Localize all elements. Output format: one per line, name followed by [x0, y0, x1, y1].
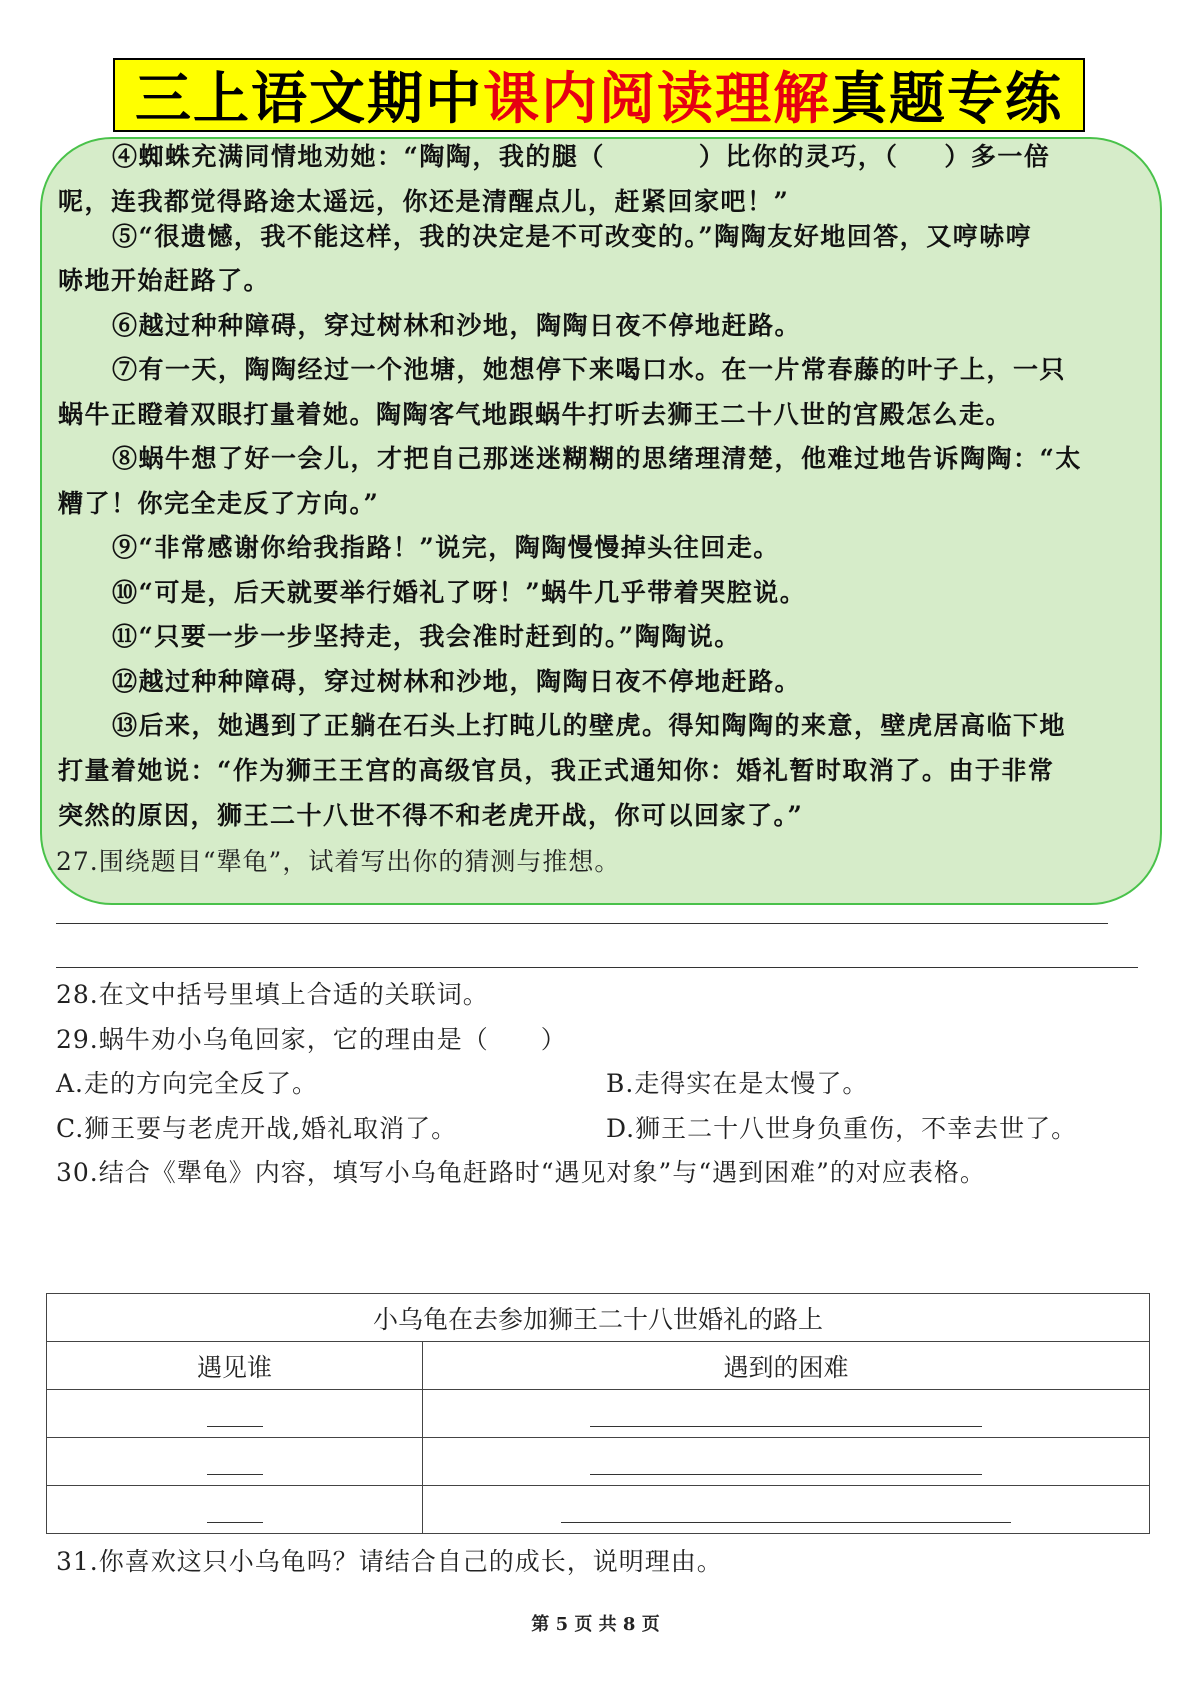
passage-p10: ⑩“可是，后天就要举行婚礼了呀！”蜗牛几乎带着哭腔说。 [112, 578, 807, 607]
q30-table-header-who: 遇见谁 [47, 1342, 423, 1390]
q27-answer-line-1[interactable] [56, 923, 1108, 924]
passage-p5-line1: ⑤“很遗憾，我不能这样，我的决定是不可改变的。”陶陶友好地回答，又哼哧哼 [112, 222, 1033, 251]
q30-difficulty-cell-3[interactable] [423, 1486, 1150, 1534]
passage-p11: ⑪“只要一步一步坚持走，我会准时赶到的。”陶陶说。 [112, 622, 741, 651]
q27-answer-line-2[interactable] [56, 967, 1138, 968]
question-31: 31.你喜欢这只小乌龟吗？请结合自己的成长，说明理由。 [56, 1547, 723, 1576]
passage-p9: ⑨“非常感谢你给我指路！”说完，陶陶慢慢掉头往回走。 [112, 533, 780, 562]
question-29: 29.蜗牛劝小乌龟回家，它的理由是（ ） [56, 1025, 567, 1054]
q30-table [46, 1293, 1150, 1534]
passage-p5-line2: 哧地开始赶路了。 [58, 266, 271, 295]
page-footer: 第 5 页 共 8 页 [531, 1614, 660, 1635]
q29-option-b[interactable]: B.走得实在是太慢了。 [606, 1069, 869, 1098]
passage-p8-line1: ⑧蜗牛想了好一会儿，才把自己那迷迷糊糊的思绪理清楚，他难过地告诉陶陶：“太 [112, 444, 1082, 473]
question-30: 30.结合《犟龟》内容，填写小乌龟赶路时“遇见对象”与“遇到困难”的对应表格。 [56, 1158, 986, 1187]
q29-option-d[interactable]: D.狮王二十八世身负重伤，不幸去世了。 [606, 1114, 1078, 1143]
title-part1: 三上语文期中 [135, 67, 483, 132]
q30-table-caption: 小乌龟在去参加狮王二十八世婚礼的路上 [47, 1294, 1150, 1342]
q29-option-c[interactable]: C.狮王要与老虎开战,婚礼取消了。 [56, 1114, 458, 1143]
title-part2-highlight: 课内阅读理解 [483, 67, 831, 132]
q29-option-a[interactable]: A.走的方向完全反了。 [56, 1069, 319, 1098]
passage-p8-line2: 糟了！你完全走反了方向。” [58, 489, 380, 518]
table-row [47, 1390, 1150, 1438]
passage-p6: ⑥越过种种障碍，穿过树林和沙地，陶陶日夜不停地赶路。 [112, 311, 802, 340]
passage-p4-line1: ④蜘蛛充满同情地劝她：“陶陶，我的腿（ ）比你的灵巧，（ ）多一倍 [112, 142, 1051, 171]
q30-who-cell-1[interactable] [47, 1390, 423, 1438]
page-title [113, 58, 1085, 132]
current-page-number: 5 [555, 1614, 569, 1635]
q30-difficulty-cell-2[interactable] [423, 1438, 1150, 1486]
q30-who-cell-2[interactable] [47, 1438, 423, 1486]
question-28: 28.在文中括号里填上合适的关联词。 [56, 980, 489, 1009]
title-part3: 真题专练 [831, 67, 1063, 132]
total-page-count: 8 [622, 1614, 636, 1635]
q30-table-header-difficulty: 遇到的困难 [423, 1342, 1150, 1390]
passage-p4-line2: 呢，连我都觉得路途太遥远，你还是清醒点儿，赶紧回家吧！” [58, 187, 790, 216]
passage-p13-line2: 打量着她说：“作为狮王王宫的高级官员，我正式通知你：婚礼暂时取消了。由于非常 [58, 756, 1055, 785]
reading-passage-box [40, 137, 1162, 905]
passage-p12: ⑫越过种种障碍，穿过树林和沙地，陶陶日夜不停地赶路。 [112, 667, 802, 696]
passage-p13-line3: 突然的原因，狮王二十八世不得不和老虎开战，你可以回家了。” [58, 801, 804, 830]
table-row [47, 1486, 1150, 1534]
q30-difficulty-cell-1[interactable] [423, 1390, 1150, 1438]
question-27: 27.围绕题目“犟龟”，试着写出你的猜测与推想。 [56, 847, 621, 876]
q30-who-cell-3[interactable] [47, 1486, 423, 1534]
passage-p7-line2: 蜗牛正瞪着双眼打量着她。陶陶客气地跟蜗牛打听去狮王二十八世的宫殿怎么走。 [58, 400, 1013, 429]
table-row [47, 1438, 1150, 1486]
passage-p7-line1: ⑦有一天，陶陶经过一个池塘，她想停下来喝口水。在一片常春藤的叶子上，一只 [112, 355, 1067, 384]
passage-p13-line1: ⑬后来，她遇到了正躺在石头上打盹儿的壁虎。得知陶陶的来意，壁虎居高临下地 [112, 711, 1067, 740]
